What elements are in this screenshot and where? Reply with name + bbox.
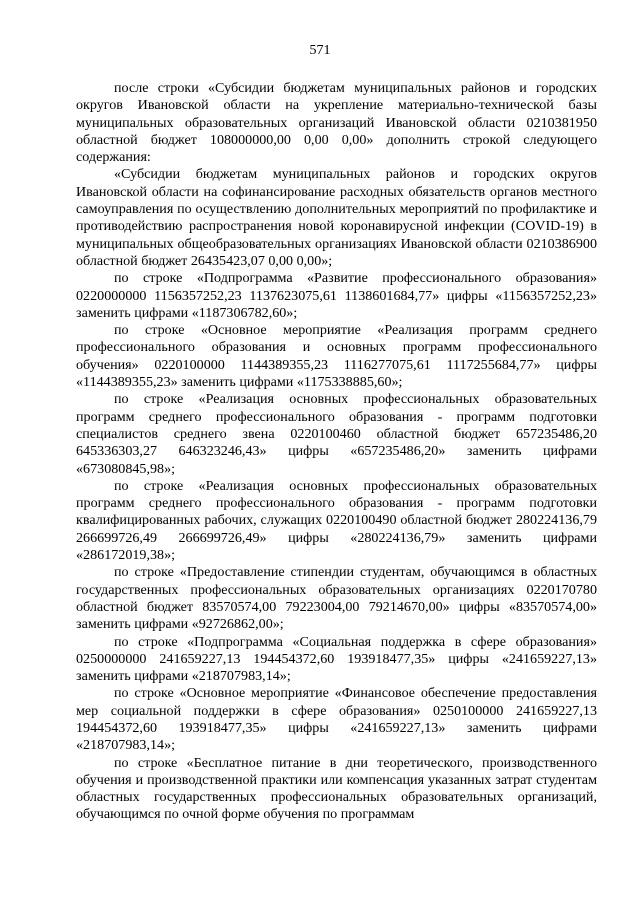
paragraph-9: по строке «Основное мероприятие «Финансовое обеспечение предоставления мер социальной поддержки в сфере образования» 0250100000 241659227,13 194454372,60 193918477,35» цифры «241659227,13» заменить цифрами «218707983,14»; [76, 685, 597, 754]
document-body [76, 80, 597, 824]
page-number: 571 [309, 43, 331, 58]
paragraph-1: после строки «Субсидии бюджетам муниципальных районов и городских округов Ивановской области на укрепление материально-технической базы муниципальных образовательных организаций Ивановской области 0210381950 областной бюджет 108000000,00 0,00 0,00» дополнить строкой следующего содержания: [76, 80, 597, 166]
paragraph-10: по строке «Бесплатное питание в дни теоретического, производственного обучения и производственной практики или компенсация указанных затрат студентам областных государственных профессиональных образовательных организаций, обучающимся по очной форме обучения по программам [76, 754, 597, 823]
paragraph-8: по строке «Подпрограмма «Социальная поддержка в сфере образования» 0250000000 241659227,13 194454372,60 193918477,35» цифры «241659227,13» заменить цифрами «218707983,14»; [76, 633, 597, 685]
paragraph-7: по строке «Предоставление стипендии студентам, обучающимся в областных государственных профессиональных образовательных организациях 0220170780 областной бюджет 83570574,00 79223004,00 79214670,00» цифры «83570574,00» заменить цифрами «92726862,00»; [76, 564, 597, 633]
paragraph-5: по строке «Реализация основных профессиональных образовательных программ среднего профессионального образования - программ подготовки специалистов среднего звена 0220100460 областной бюджет 657235486,20 645336303,27 646323246,43» цифры «657235486,20» заменить цифрами «673080845,98»; [76, 391, 597, 477]
paragraph-3: по строке «Подпрограмма «Развитие профессионального образования» 0220000000 1156357252,23 1137623075,61 1138601684,77» цифры «1156357252,23» заменить цифрами «1187306782,60»; [76, 270, 597, 321]
paragraph-4: по строке «Основное мероприятие «Реализация программ среднего профессионального образования и основных программ профессионального обучения» 0220100000 1144389355,23 1116277075,61 1117255684,77» цифры «1144389355,23» заменить цифрами «1175338885,60»; [76, 322, 597, 391]
paragraph-6: по строке «Реализация основных профессиональных образовательных программ среднего профессионального образования - программ подготовки квалифицированных рабочих, служащих 0220100490 областной бюджет 280224136,79 266699726,49 266699726,49» цифры «280224136,79» заменить цифрами «286172019,38»; [76, 477, 597, 564]
paragraph-2: «Субсидии бюджетам муниципальных районов и городских округов Ивановской области на софинансирование расходных обязательств органов местного самоуправления по осуществлению дополнительных мероприятий по профилактике и противодействию распространения новой коронавирусной инфекции (COVID-19) в муниципальных общеобразовательных организациях Ивановской области 0210386900 областной бюджет 26435423,07 0,00 0,00»; [76, 166, 597, 269]
